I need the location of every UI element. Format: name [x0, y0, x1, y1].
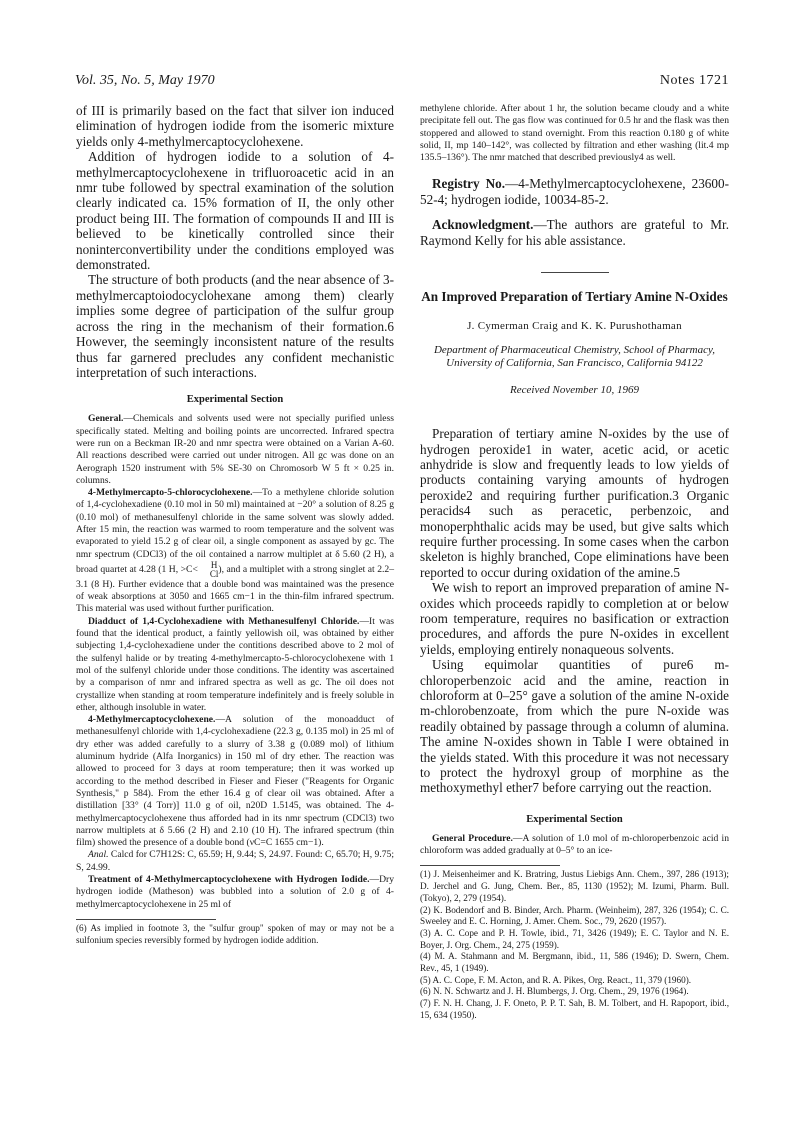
footnote-list	[420, 869, 729, 1021]
paragraph-run-in-head: General.	[88, 413, 124, 425]
acknowledgment-paragraph	[420, 217, 729, 248]
paragraph-run-in-head: 4-Methylmercaptocyclohexene.	[88, 714, 216, 726]
body-paragraph: Using equimolar quantities of pure6 m-chloroperbenzoic acid and the amine, reaction in chloroform at 0–25° gave a solution of the amine N-oxide m-chlorobenzoate, from which the pure N-oxide was readily obtained by passage through a column of alumina. The amine N-oxides shown in Table I were obtained in the yields stated. With this procedure it was not necessary to protect the hydroxyl group of morphine as the methoxymethyl ether7 before carrying out the reaction.	[420, 657, 729, 796]
footnote: (4) M. A. Stahmann and M. Bergmann, ibid., 11, 586 (1946); D. Swern, Chem. Rev., 45, 1 (1949).	[420, 951, 729, 974]
registry-label: Registry No.	[432, 176, 506, 192]
footnote: (1) J. Meisenheimer and K. Bratring, Justus Liebigs Ann. Chem., 397, 286 (1913); D. Jerchel and G. Jung, Chem. Ber., 85, 1130 (1952); M. Izumi, Pharm. Bull. (Tokyo), 2, 279 (1954).	[420, 869, 729, 903]
footnote: (5) A. C. Cope, F. M. Acton, and R. A. Pikes, Org. React., 11, 379 (1960).	[420, 974, 692, 985]
body-paragraph: The structure of both products (and the near absence of 3-methylmercaptoiodocyclohexane among them) clearly implies some degree of participation of the sulfur group across the ring in the mechanism of their formation.6 However, the seemingly inconsistent nature of the results thus far garnered precludes any confident mechanistic interpretation of such interactions.	[76, 272, 394, 380]
experimental-paragraph	[420, 833, 729, 858]
paragraph-text: —It was found that the identical product, a faintly yellowish oil, was obtained by either subjecting 1,4-cyclohexadiene under the contitions described above to 2 mol of the sulfenyl halide or by treating 4-methylmercapto-5-chlorocyclohexene with 1 mol of the sulfenyl chloride under those conditions. The identity was ascertained by a comparison of nmr and infrared spectra as well as gc. The oil does not crystallize when standing at room temperature indefinitely and is freely soluble in ether, although insoluble in water.	[76, 615, 394, 713]
experimental-paragraph	[76, 487, 394, 616]
body-paragraph: Addition of hydrogen iodide to a solution of 4-methylmercaptocyclohexene in trifluoroacetic acid in an nmr tube followed by spectral examination of the solution clearly indicated ca. 15% formation of II, the only other product being III. The formation of compounds II and III is believed to be kinetically controlled since their noninterconvertibility under the conditions employed was demonstrated.	[76, 149, 394, 273]
footnote: (3) A. C. Cope and P. H. Towle, ibid., 71, 3426 (1949); E. C. Taylor and N. E. Boyer, J. Org. Chem., 24, 275 (1959).	[420, 927, 729, 950]
received-date: Received November 10, 1969	[510, 384, 639, 397]
fraction-bottom: Cl	[209, 568, 219, 579]
left-column	[76, 103, 394, 946]
acknowledgment-text: —The authors are grateful to Mr. Raymond Kelly for his able assistance.	[420, 217, 729, 248]
section-heading: Experimental Section	[526, 813, 623, 825]
registry-text: —4-Methylmercaptocyclohexene, 23600-52-4; hydrogen iodide, 10034-85-2.	[420, 176, 729, 207]
paragraph-text: —A solution of 1.0 mol of m-chloroperbenzoic acid in chloroform was added gradually at 0–5° to an ice-	[420, 832, 729, 857]
footnote: (6) N. N. Schwartz and J. H. Blumbergs, J. Org. Chem., 29, 1976 (1964).	[420, 986, 689, 997]
article-title: An Improved Preparation of Tertiary Amine N-Oxides	[421, 289, 728, 305]
paragraph-run-in-head: 4-Methylmercapto-5-chlorocyclohexene.	[88, 487, 253, 499]
running-header-right: Notes 1721	[659, 73, 729, 88]
paragraph-text: —Dry hydrogen iodide (Matheson) was bubbled into a solution of 2.0 g of 4-methylmercaptocyclohexene in 25 ml of	[76, 874, 394, 910]
body-paragraph: We wish to report an improved preparation of amine N-oxides which proceeds rapidly to completion at or below room temperature, requires no basification or extraction procedures, and affords the pure N-oxides in excellent yields, employing entirely nonaqueous solvents.	[420, 580, 729, 657]
paragraph-run-in-head: General Procedure.	[432, 832, 513, 844]
section-heading: Experimental Section	[186, 394, 284, 406]
analysis-paragraph	[76, 849, 394, 874]
body-paragraph: Preparation of tertiary amine N-oxides by the use of hydrogen peroxide1 in water, acetic acid, or acetic anhydride is slow and frequently leads to low yields of products containing varying amounts of hydrogen peroxide2 and requiring further purification.3 Organic peracids4 such as peracetic, perbenzoic, and monoperphthalic acids may be used, but give salts which require further processing. In some cases when the carbon skeleton is highly branched, Cope eliminations have been reported to occur during oxidation of the amine.5	[420, 426, 729, 580]
paragraph-text: —Chemicals and solvents used were not specially purified unless specifically stated. Melting and boiling points are uncorrected. Infrared spectra were run on a Beckman IR-20 and nmr spectra were obtained on a Varian A-60. All reactions described were carried out under nitrogen. All gc was done on an Aerograph 1520 instrument with 5% SE-30 on Chromosorb W 5 ft × 0.25 in. columns.	[76, 413, 394, 486]
experimental-paragraph	[76, 874, 394, 911]
experimental-paragraph	[76, 413, 394, 487]
author-affiliation: Department of Pharmaceutical Chemistry, School of Pharmacy, University of California, San Francisco, California 94122	[433, 344, 716, 370]
fraction-top: H	[210, 559, 218, 570]
right-column	[420, 103, 729, 1022]
paragraph-text: —A solution of the monoadduct of methanesulfenyl chloride with 1,4-cyclohexadiene (22.3 g, 0.135 mol) in 25 ml of dry ether was added carefully to a slurry of 3.38 g (0.089 mol) of lithium aluminum hydride (Alfa Inorganics) in 150 ml of dry ether. The reaction was allowed to proceed for 3 days at room temperature; then it was worked up according to the method described in Fieser and Fieser ("Reagents for Organic Synthesis," p 584). From the ether 16.4 g of clear oil was obtained. After a distillation [33° (4 Torr)] 11.0 g of oil, n20D 1.5145, was obtained. The 4-methylmercaptocyclohexene thus afforded had in its nmr spectrum (CDCl3) two narrow multiplets at δ 5.66 (2 H) and 2.10 (10 H). The infrared spectrum (thin film) showed the presence of a double bond (νC=C 1655 cm−1).	[76, 714, 394, 849]
body-paragraph: of III is primarily based on the fact that silver ion induced elimination of hydrogen iodide from the isomeric mixture yields only 4-methylmercaptocyclohexene.	[76, 103, 394, 149]
experimental-paragraph	[76, 616, 394, 714]
acknowledgment-label: Acknowledgment.	[432, 217, 534, 233]
analysis-label: Anal.	[88, 849, 109, 861]
paragraph-text: ), and a multiplet with a strong singlet at 2.2–3.1 (8 H). Further evidence that a double bond was maintained was the presence of weak absorptions at 3050 and 1665 cm−1 in the thin-film infrared spectrum. This material was used without further purification.	[76, 564, 394, 615]
paragraph-run-in-head: Diadduct of 1,4-Cyclohexadiene with Methanesulfenyl Chloride.	[88, 615, 360, 627]
article-separator-rule	[541, 272, 609, 273]
footnote: (6) As implied in footnote 3, the "sulfur group" spoken of may or may not be a sulfonium species reversibly formed by hydrogen iodide addition.	[76, 922, 394, 945]
footnote-rule	[420, 865, 560, 866]
registry-paragraph	[420, 176, 729, 207]
chemical-fraction	[198, 561, 219, 579]
running-header-left: Vol. 35, No. 5, May 1970	[75, 73, 215, 88]
footnote: (2) K. Bodendorf and B. Binder, Arch. Pharm. (Weinheim), 287, 326 (1954); C. C. Sweeley and E. C. Horning, J. Amer. Chem. Soc., 79, 2620 (1957).	[420, 904, 729, 927]
footnote-rule	[76, 919, 216, 920]
footnote: (7) F. N. H. Chang, J. F. Oneto, P. P. T. Sah, B. M. Tolbert, and H. Rapoport, ibid., 15, 634 (1950).	[420, 998, 729, 1020]
analysis-text: Calcd for C7H12S: C, 65.59; H, 9.44; S, 24.97. Found: C, 65.70; H, 9.75; S, 24.99.	[76, 849, 394, 873]
continued-paragraph: methylene chloride. After about 1 hr, the solution became cloudy and a white precipitate fell out. The gas flow was continued for 0.5 hr and the flask was then stoppered and allowed to stand overnight. From this reaction 0.180 g of white solid, II, mp 140–142°, was collected by filtration and ether washing (lit.4 mp 135.5–136°). The nmr matched that described previously4 as well.	[420, 103, 729, 164]
paragraph-text: —To a methylene chloride solution of 1,4-cyclohexadiene (0.10 mol in 50 ml) maintained at −20° a solution of 8.25 g (0.10 mol) of methanesulfenyl chloride in the same solvent was slowly added. After 15 min, the reaction was warmed to room temperature and the solvent was evaporated to yield 15.2 g of clear oil, a single component as assayed by gc. The nmr spectrum (CDCl3) of the oil contained a narrow multiplet at δ 5.60 (2 H), a broad quartet at 4.28 (1 H, >C<	[76, 487, 394, 576]
paragraph-run-in-head: Treatment of 4-Methylmercaptocyclohexene with Hydrogen Iodide.	[88, 874, 370, 885]
experimental-paragraph	[76, 714, 394, 849]
article-authors: J. Cymerman Craig and K. K. Purushothaman	[467, 320, 682, 333]
